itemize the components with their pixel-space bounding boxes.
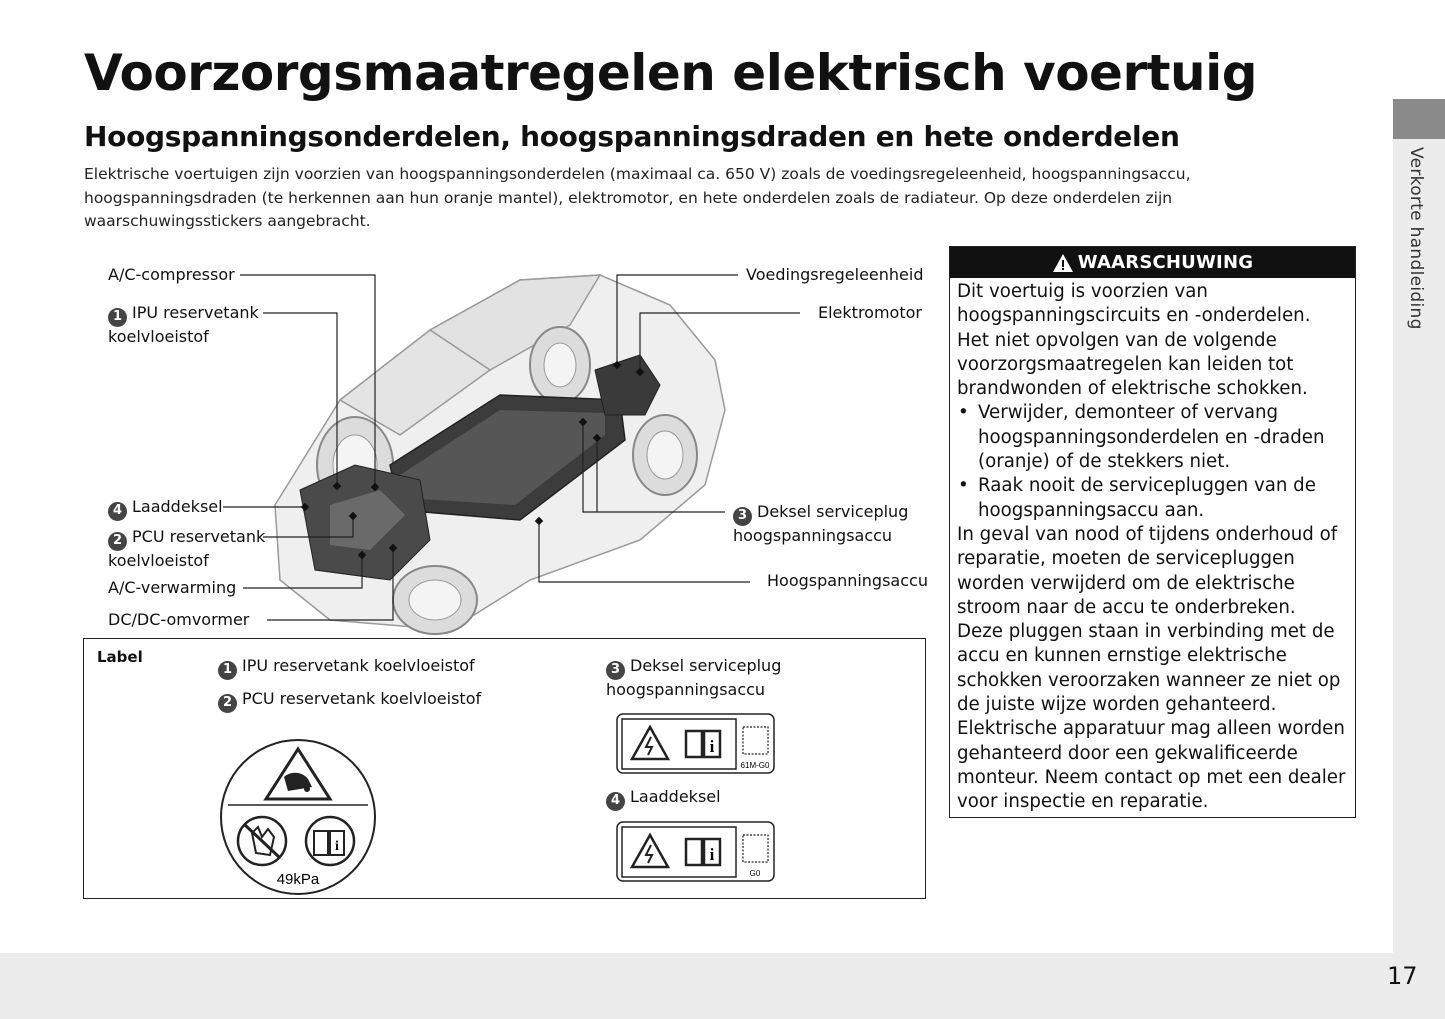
label-item-3	[606, 656, 781, 700]
vehicle-diagram	[100, 250, 940, 640]
label-item-1-text: IPU reservetank koelvloeistof	[242, 656, 475, 675]
warning-body	[950, 278, 1355, 815]
callout-dcdc-omvormer: DC/DC-omvormer	[108, 610, 250, 629]
label-box	[83, 638, 926, 899]
label-number-3: 3	[606, 661, 625, 680]
page-title: Voorzorgsmaatregelen elektrisch voertuig	[84, 44, 1258, 102]
callout-ipu-line2: koelvloeistof	[108, 326, 209, 346]
label-item-2	[218, 689, 481, 713]
label-number-1: 1	[218, 661, 237, 680]
label-item-4	[606, 787, 721, 811]
svg-text:i: i	[709, 845, 715, 864]
callout-elektromotor: Elektromotor	[818, 303, 922, 322]
warning-paragraph-1: In geval van nood of tijdens onderhoud of reparatie, moeten de servicepluggen worden verwijderd om de elektrische stroom naar de accu te onderbreken. Deze pluggen staan in verbinding met de accu en kunnen ernstige elektrische schokken veroorzaken wanneer ze niet op de juiste wijze worden gehanteerd.	[957, 523, 1341, 716]
number-badge-1: 1	[108, 308, 127, 327]
charge-lid-sticker	[616, 821, 776, 883]
svg-text:i: i	[335, 839, 339, 854]
label-number-4: 4	[606, 792, 625, 811]
callout-deksel-serviceplug	[733, 502, 908, 546]
page-number: 17	[1387, 962, 1418, 990]
footer-band	[0, 953, 1393, 1019]
warning-icon	[1052, 253, 1074, 273]
number-badge-2: 2	[108, 532, 127, 551]
callout-laaddeksel-text: Laaddeksel	[132, 497, 223, 516]
label-item-2-text: PCU reservetank koelvloeistof	[242, 689, 482, 708]
callout-laaddeksel	[108, 497, 223, 521]
callout-ac-verwarming: A/C-verwarming	[108, 578, 237, 597]
callout-pcu-line1: PCU reservetank	[132, 527, 266, 546]
number-badge-4: 4	[108, 502, 127, 521]
label-heading: Label	[97, 648, 143, 666]
callout-pcu-line2: koelvloeistof	[108, 550, 209, 570]
warning-paragraph-2: Elektrische apparatuur mag alleen worden gehanteerd door een gekwalificeerde monteur. Neem contact op met een dealer voor inspectie en reparatie.	[957, 718, 1346, 813]
callout-ipu-reservetank	[108, 303, 259, 347]
callout-ac-compressor: A/C-compressor	[108, 265, 235, 284]
warning-header	[950, 247, 1355, 278]
number-badge-3: 3	[733, 507, 752, 526]
service-plug-sticker	[616, 713, 776, 775]
label-number-2: 2	[218, 694, 237, 713]
warning-title: WAARSCHUWING	[1077, 252, 1254, 273]
section-subtitle: Hoogspanningsonderdelen, hoogspanningsdraden en hete onderdelen	[84, 120, 1180, 153]
sticker-pressure: 49kPa	[276, 871, 320, 888]
warning-bullet: • Verwijder, demonteer of vervang hoogspanningsonderdelen en -draden (oranje) of de stekkers niet.	[957, 401, 1347, 474]
warning-bullet: • Raak nooit de servicepluggen van de hoogspanningsaccu aan.	[957, 474, 1347, 523]
side-tab-label[interactable]: Verkorte handleiding	[1406, 147, 1426, 330]
label-item-4-text: Laaddeksel	[630, 787, 721, 806]
warning-intro: Dit voertuig is voorzien van hoogspanningscircuits en -onderdelen. Het niet opvolgen van de volgende voorzorgsmaatregelen kan leiden tot brandwonden of elektrische schokken.	[957, 281, 1311, 400]
callout-deksel-line1: Deksel serviceplug	[757, 502, 909, 521]
manual-icon	[686, 731, 720, 757]
intro-paragraph: Elektrische voertuigen zijn voorzien van hoogspanningsonderdelen (maximaal ca. 650 V) zoals de voedingsregeleenheid, hoogspanningsaccu, hoogspanningsdraden (te herkennen aan hun oranje mantel), elektromotor, en hete onderdelen zoals de radiateur. Op deze onderdelen zijn waarschuwingsstickers aangebracht.	[84, 165, 1191, 230]
callout-pcu-reservetank	[108, 527, 265, 571]
callout-ipu-line1: IPU reservetank	[132, 303, 259, 322]
svg-text:i: i	[709, 737, 715, 756]
sticker-code-3: 61M-G0	[740, 761, 770, 770]
warning-box	[949, 246, 1356, 818]
callout-hoogspanningsaccu: Hoogspanningsaccu	[767, 571, 928, 590]
manual-icon	[686, 839, 720, 865]
warning-list	[957, 401, 1347, 522]
coolant-sticker	[218, 737, 378, 897]
label-item-3-line1: Deksel serviceplug	[630, 656, 782, 675]
sticker-code-4: G0	[749, 869, 761, 878]
label-item-3-line2: hoogspanningsaccu	[606, 679, 766, 699]
callout-deksel-line2: hoogspanningsaccu	[733, 525, 893, 545]
label-item-1	[218, 656, 475, 680]
callout-voedingsregeleenheid: Voedingsregeleenheid	[746, 265, 924, 284]
side-tab-marker	[1393, 99, 1445, 139]
